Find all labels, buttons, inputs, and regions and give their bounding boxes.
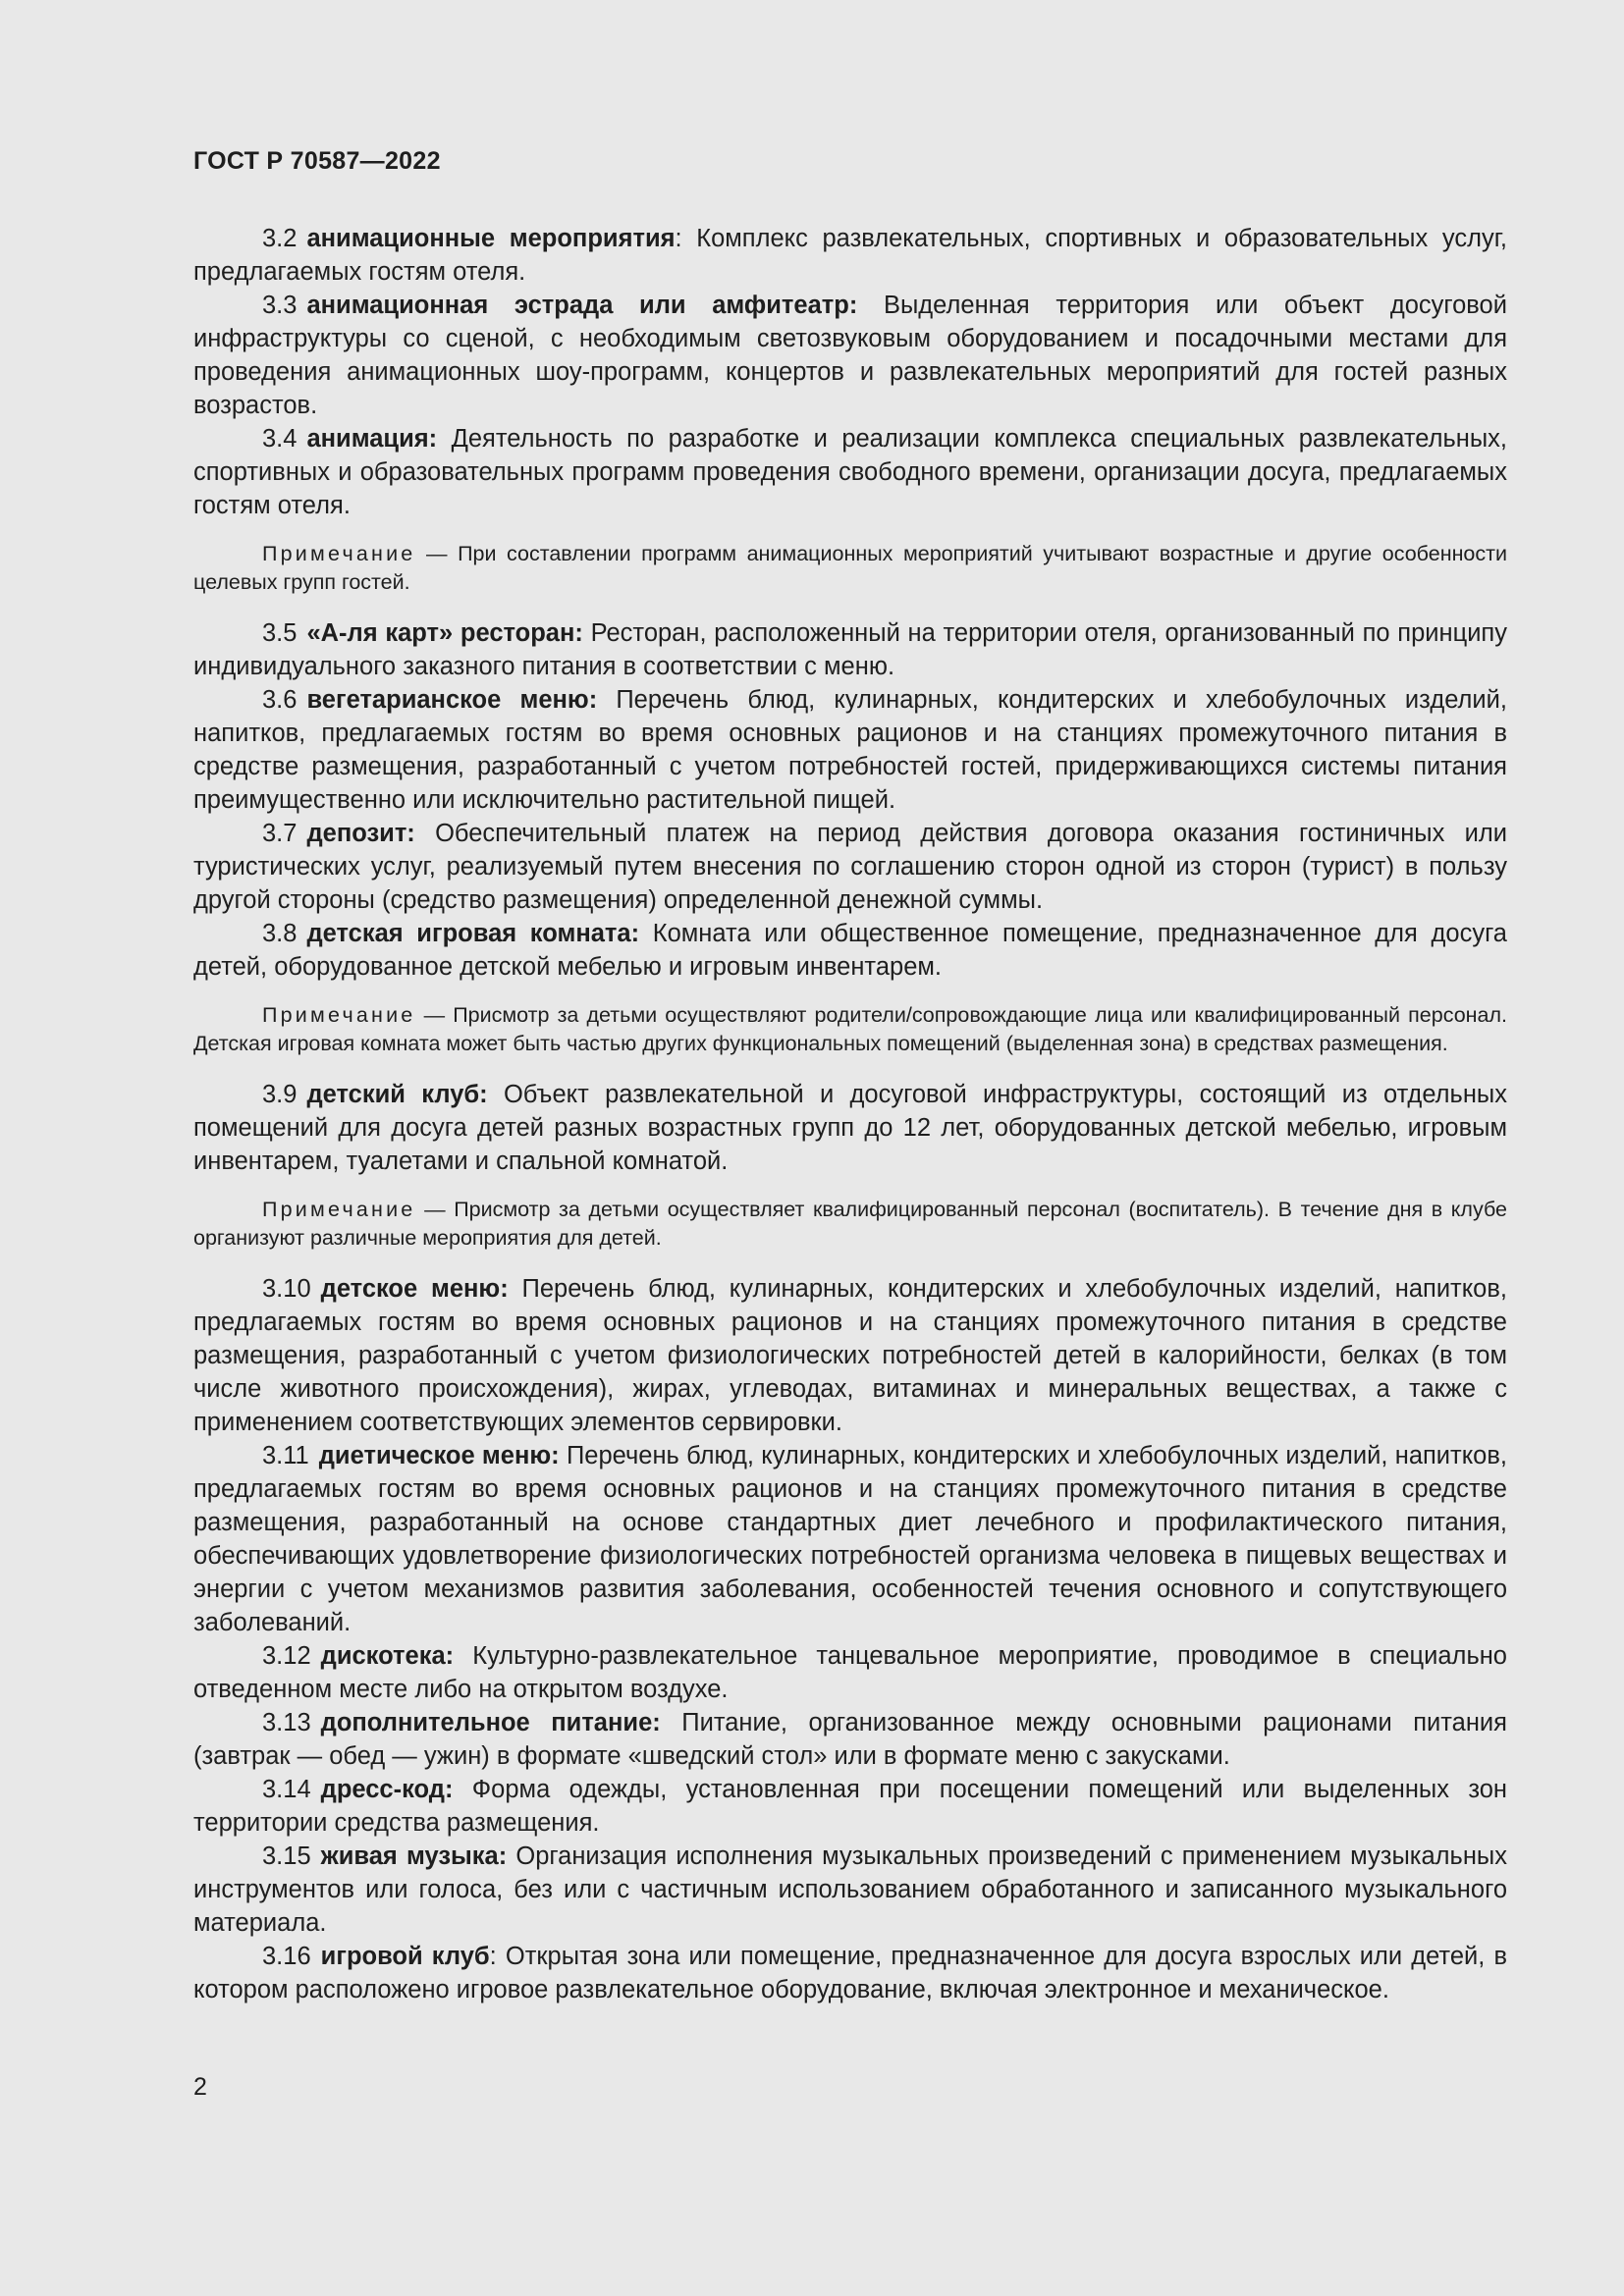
term-definition: Организация исполнения музыкальных произведений с применением музыкальных инструментов или голоса, без или с частичным использованием обработанного и записанного музыкального материала. bbox=[193, 1842, 1507, 1937]
term-entry bbox=[193, 817, 1507, 917]
term-number: 3.13 bbox=[262, 1709, 311, 1736]
term-number: 3.14 bbox=[262, 1776, 311, 1803]
term-separator bbox=[597, 686, 616, 714]
note-dash: — bbox=[415, 542, 459, 565]
note bbox=[193, 1196, 1507, 1253]
term-definition: Открытая зона или помещение, предназначенное для досуга взрослых или детей, в котором расположено игровое развлекательное оборудование, включая электронное и механическое. bbox=[193, 1943, 1507, 2003]
term-separator bbox=[437, 425, 451, 453]
term-number: 3.6 bbox=[262, 686, 298, 714]
term-entry bbox=[193, 1773, 1507, 1840]
term-definition: Комната или общественное помещение, предназначенное для досуга детей, оборудованное детской мебелью и игровым инвентарем. bbox=[193, 920, 1507, 981]
term-title: дополнительное питание: bbox=[320, 1709, 661, 1736]
term-definition: Перечень блюд, кулинарных, кондитерских и хлебобулочных изделий, напитков, предлагаемых гостям во время основных рационов и на станциях промежуточного питания в средстве размещения, разработанный с учетом потребностей гостей, придерживающихся системы питания преимущественно или исключительно растительной пищей. bbox=[193, 686, 1507, 814]
term-entry bbox=[193, 1439, 1507, 1639]
term-separator bbox=[560, 1442, 567, 1469]
term-definition: Деятельность по разработке и реализации комплекса специальных развлекательных, спортивных и образовательных программ проведения свободного времени, организации досуга, предлагаемых гостям отеля. bbox=[193, 425, 1507, 519]
term-separator bbox=[507, 1842, 515, 1870]
term-entry bbox=[193, 1272, 1507, 1439]
term-title: детский клуб: bbox=[306, 1081, 488, 1108]
term-definition: Обеспечительный платеж на период действия договора оказания гостиничных или туристических услуг, реализуемый путем внесения по соглашению сторон одной из сторон (турист) в пользу другой стороны (средство размещения) определенной денежной суммы. bbox=[193, 820, 1507, 914]
term-definition: Объект развлекательной и досуговой инфраструктуры, состоящий из отдельных помещений для досуга детей разных возрастных групп до 12 лет, оборудованных детской мебелью, игровым инвентарем, туалетами и спальной комнатой. bbox=[193, 1081, 1507, 1175]
term-number: 3.8 bbox=[262, 920, 298, 947]
term-title: дресс-код: bbox=[320, 1776, 454, 1803]
term-title: детское меню: bbox=[320, 1275, 509, 1303]
term-title: игровой клуб bbox=[320, 1943, 490, 1970]
term-number: 3.7 bbox=[262, 820, 298, 847]
term-definition: Форма одежды, установленная при посещении помещений или выделенных зон территории средства размещения. bbox=[193, 1776, 1507, 1837]
term-definition: Культурно-развлекательное танцевальное мероприятие, проводимое в специально отведенном месте либо на открытом воздухе. bbox=[193, 1642, 1507, 1703]
term-entry bbox=[193, 1078, 1507, 1178]
term-separator bbox=[639, 920, 653, 947]
term-separator bbox=[857, 292, 884, 319]
term-number: 3.15 bbox=[262, 1842, 311, 1870]
term-entry bbox=[193, 289, 1507, 422]
term-definition: Выделенная территория или объект досуговой инфраструктуры со сценой, с необходимым светозвуковым оборудованием и посадочными местами для проведения анимационных шоу-программ, концертов и развлекательных мероприятий для гостей разных возрастов. bbox=[193, 292, 1507, 419]
note-label: Примечание bbox=[262, 1198, 416, 1221]
term-definition: Перечень блюд, кулинарных, кондитерских и хлебобулочных изделий, напитков, предлагаемых гостям во время основных рационов и на станциях промежуточного питания в средстве размещения, разработанный с учетом физиологических потребностей детей в калорийности, белках (в том числе животного происхождения), жирах, углеводах, витаминах и минеральных веществах, а также с применением соответствующих элементов сервировки. bbox=[193, 1275, 1507, 1436]
term-entry bbox=[193, 1840, 1507, 1940]
term-entry bbox=[193, 1639, 1507, 1706]
note bbox=[193, 1001, 1507, 1058]
term-number: 3.3 bbox=[262, 292, 298, 319]
term-entry bbox=[193, 1940, 1507, 2006]
note-label: Примечание bbox=[262, 1003, 416, 1027]
term-separator bbox=[453, 1776, 471, 1803]
term-entry bbox=[193, 616, 1507, 683]
page-number: 2 bbox=[193, 2073, 207, 2101]
document-header: ГОСТ Р 70587—2022 bbox=[193, 147, 441, 175]
term-title: дискотека: bbox=[320, 1642, 455, 1670]
term-number: 3.4 bbox=[262, 425, 298, 453]
note-text: При составлении программ анимационных мероприятий учитывают возрастные и другие особенности целевых групп гостей. bbox=[193, 542, 1508, 594]
term-title: живая музыка: bbox=[320, 1842, 508, 1870]
term-title: анимационная эстрада или амфитеатр: bbox=[306, 292, 858, 319]
term-number: 3.16 bbox=[262, 1943, 311, 1970]
term-title: анимационные мероприятия bbox=[306, 225, 676, 252]
term-number: 3.12 bbox=[262, 1642, 311, 1670]
note-dash: — bbox=[415, 1198, 455, 1221]
term-entry bbox=[193, 422, 1507, 522]
note-text: Присмотр за детьми осуществляет квалифицированный персонал (воспитатель). В течение дня в клубе организуют различные мероприятия для детей. bbox=[193, 1198, 1507, 1250]
term-separator bbox=[415, 820, 435, 847]
term-separator bbox=[509, 1275, 522, 1303]
term-title: «А-ля карт» ресторан: bbox=[306, 619, 583, 647]
term-entry bbox=[193, 222, 1507, 289]
term-title: детская игровая комната: bbox=[306, 920, 640, 947]
note-text: Присмотр за детьми осуществляют родители/сопровождающие лица или квалифицированный персонал. Детская игровая комната может быть частью других функциональных помещений (выделенная зона) в средствах размещения. bbox=[193, 1003, 1507, 1055]
term-number: 3.2 bbox=[262, 225, 298, 252]
term-separator: : bbox=[489, 1943, 506, 1970]
term-separator bbox=[488, 1081, 504, 1108]
term-entry bbox=[193, 917, 1507, 984]
term-entry bbox=[193, 683, 1507, 817]
document-body bbox=[193, 222, 1507, 2006]
term-definition: Питание, организованное между основными рационами питания (завтрак — обед — ужин) в формате «шведский стол» или в формате меню с закусками. bbox=[193, 1709, 1507, 1770]
term-number: 3.10 bbox=[262, 1275, 311, 1303]
term-definition: Ресторан, расположенный на территории отеля, организованный по принципу индивидуального заказного питания в соответствии с меню. bbox=[193, 619, 1507, 680]
term-number: 3.5 bbox=[262, 619, 298, 647]
note-label: Примечание bbox=[262, 542, 416, 565]
term-definition: Комплекс развлекательных, спортивных и образовательных услуг, предлагаемых гостям отеля. bbox=[193, 225, 1507, 286]
term-title: депозит: bbox=[306, 820, 415, 847]
note-dash: — bbox=[415, 1003, 454, 1027]
term-number: 3.9 bbox=[262, 1081, 298, 1108]
term-title: вегетарианское меню: bbox=[306, 686, 598, 714]
term-title: анимация: bbox=[306, 425, 438, 453]
term-definition: Перечень блюд, кулинарных, кондитерских и хлебобулочных изделий, напитков, предлагаемых гостям во время основных рационов и на станциях промежуточного питания в средстве размещения, разработанный на основе стандартных диет лечебного и профилактического питания, обеспечивающих удовлетворение физиологических потребностей организма человека в пищевых веществах и энергии с учетом механизмов развития заболевания, особенностей течения основного и сопутствующего заболеваний. bbox=[193, 1442, 1507, 1636]
term-separator: : bbox=[675, 225, 697, 252]
term-number: 3.11 bbox=[262, 1442, 309, 1469]
term-separator bbox=[661, 1709, 682, 1736]
term-entry bbox=[193, 1706, 1507, 1773]
note bbox=[193, 540, 1507, 597]
term-separator bbox=[454, 1642, 472, 1670]
term-separator bbox=[583, 619, 591, 647]
term-title: диетическое меню: bbox=[318, 1442, 560, 1469]
